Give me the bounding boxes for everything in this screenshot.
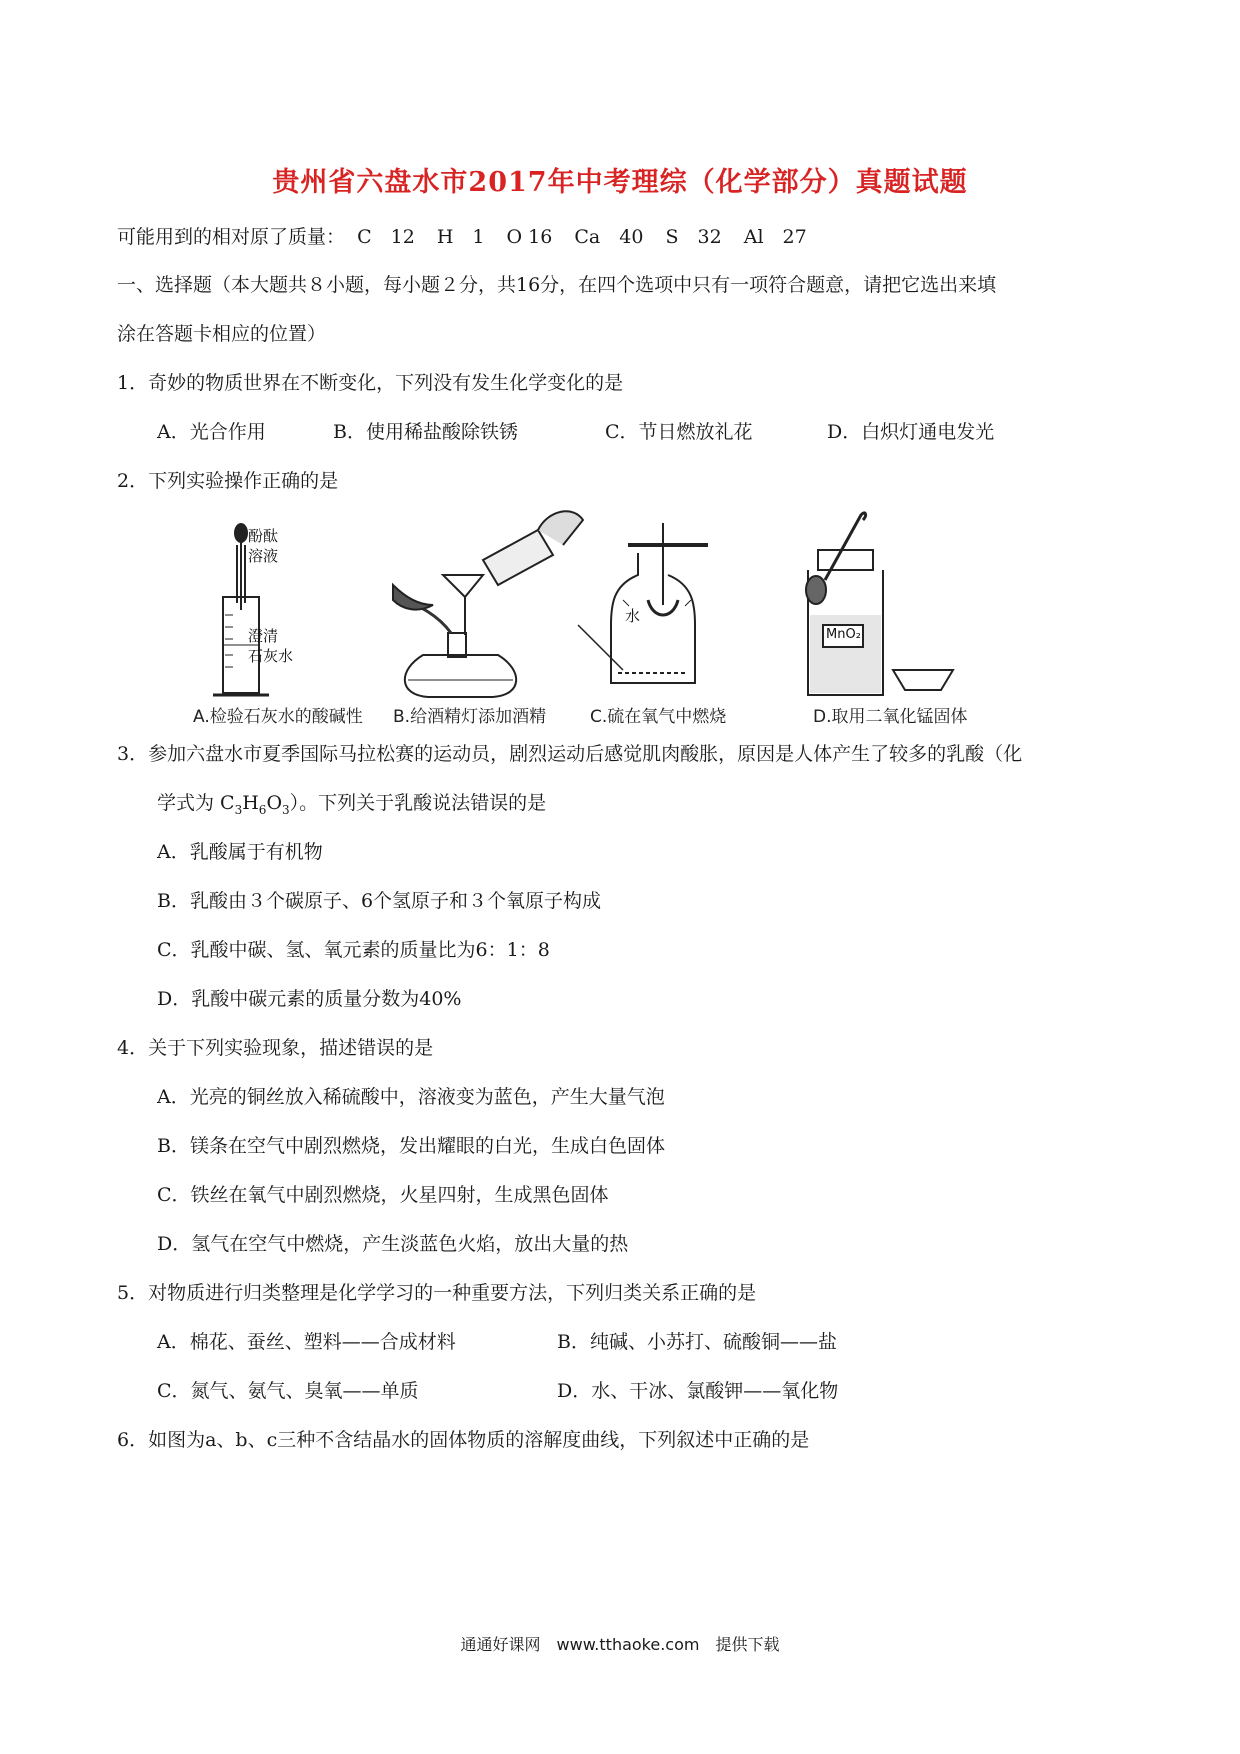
q5-option-d: D．水、干冰、氯酸钾——氧化物 [557,1380,839,1402]
q3-option-c: C．乳酸中碳、氢、氧元素的质量比为6：1：8 [157,939,550,961]
q5-option-a: A．棉花、蚕丝、塑料——合成材料 [157,1331,456,1353]
atomic-mass-item: S 32 [665,226,722,248]
q3-stem-tail: ）。下列关于乳酸说法错误的是 [289,792,547,814]
q2-stem: 2．下列实验操作正确的是 [117,470,339,492]
q1-stem: 1．奇妙的物质世界在不断变化，下列没有发生化学变化的是 [117,372,624,394]
q4-option-a: A．光亮的铜丝放入稀硫酸中，溶液变为蓝色，产生大量气泡 [157,1086,665,1108]
q3-formula-sub: 3 [282,802,290,817]
figure-c-gas-jar [578,523,708,683]
q1-option-d: D．白炽灯通电发光 [827,421,995,443]
figure-b-alcohol-lamp [393,511,583,697]
figure-a-label-4: 石灰水 [248,647,294,665]
atomic-mass-item: C 12 [357,226,415,248]
atomic-mass-item: Al 27 [743,226,807,248]
q6-stem: 6．如图为a、b、c三种不含结晶水的固体物质的溶解度曲线，下列叙述中正确的是 [117,1429,810,1451]
figure-c-caption: C.硫在氧气中燃烧 [590,707,727,727]
page-footer: 通通好课网 www.tthaoke.com 提供下载 [460,1635,780,1654]
figure-d-reagent-bottle [806,513,953,695]
q2-apparatus-drawing [193,505,1043,735]
section-instructions-line2: 涂在答题卡相应的位置） [117,323,327,345]
page-title: 贵州省六盘水市2017年中考理综（化学部分）真题试题 [272,167,968,198]
figure-a-label-1: 酚酞 [248,527,279,545]
q5-option-b: B．纯碱、小苏打、硫酸铜——盐 [557,1331,837,1353]
q1-option-c: C．节日燃放礼花 [605,421,753,443]
q1-option-b: B．使用稀盐酸除铁锈 [333,421,518,443]
q3-option-a: A．乳酸属于有机物 [157,841,323,863]
q4-option-b: B．镁条在空气中剧烈燃烧，发出耀眼的白光，生成白色固体 [157,1135,665,1157]
atomic-mass-item: O 16 [506,226,553,248]
q5-stem: 5．对物质进行归类整理是化学学习的一种重要方法，下列归类关系正确的是 [117,1282,757,1304]
atomic-mass-line [117,224,823,250]
q3-formula-part: H [242,792,259,814]
q2-figure [193,505,1043,735]
figure-a-label-3: 澄清 [248,627,279,645]
figure-c-label-water: 水 [625,607,641,625]
q3-formula-part: O [266,792,283,814]
section-instructions-line1: 一、选择题（本大题共８小题，每小题２分，共16分，在四个选项中只有一项符合题意，请把它选出来填 [117,274,997,296]
q3-stem-line1: 3．参加六盘水市夏季国际马拉松赛的运动员，剧烈运动后感觉肌肉酸胀，原因是人体产生了较多的乳酸（化 [117,743,1023,765]
figure-a-label-2: 溶液 [248,547,279,565]
atomic-mass-item: Ca 40 [574,226,644,248]
q4-option-d: D．氢气在空气中燃烧，产生淡蓝色火焰，放出大量的热 [157,1233,629,1255]
q4-stem: 4．关于下列实验现象，描述错误的是 [117,1037,434,1059]
figure-d-label-mno2: MnO₂ [826,627,861,642]
q3-formula-sub: 6 [258,802,267,817]
figure-a-caption: A.检验石灰水的酸碱性 [193,707,363,727]
q4-option-c: C．铁丝在氧气中剧烈燃烧，火星四射，生成黑色固体 [157,1184,609,1206]
q3-formula-part: 学式为 C [157,792,235,814]
q3-option-b: B．乳酸由３个碳原子、6个氢原子和３个氧原子构成 [157,890,602,912]
q3-option-d: D．乳酸中碳元素的质量分数为40% [157,988,462,1010]
figure-d-caption: D.取用二氧化锰固体 [813,707,968,727]
q5-option-c: C．氮气、氨气、臭氧——单质 [157,1380,419,1402]
q3-formula-sub: 3 [234,802,243,817]
q3-stem-line2 [157,790,546,823]
q1-option-a: A．光合作用 [157,421,266,443]
atomic-mass-item: H 1 [436,226,485,248]
figure-b-caption: B.给酒精灯添加酒精 [393,707,547,727]
atomic-mass-label: 可能用到的相对原了质量： [117,226,346,248]
